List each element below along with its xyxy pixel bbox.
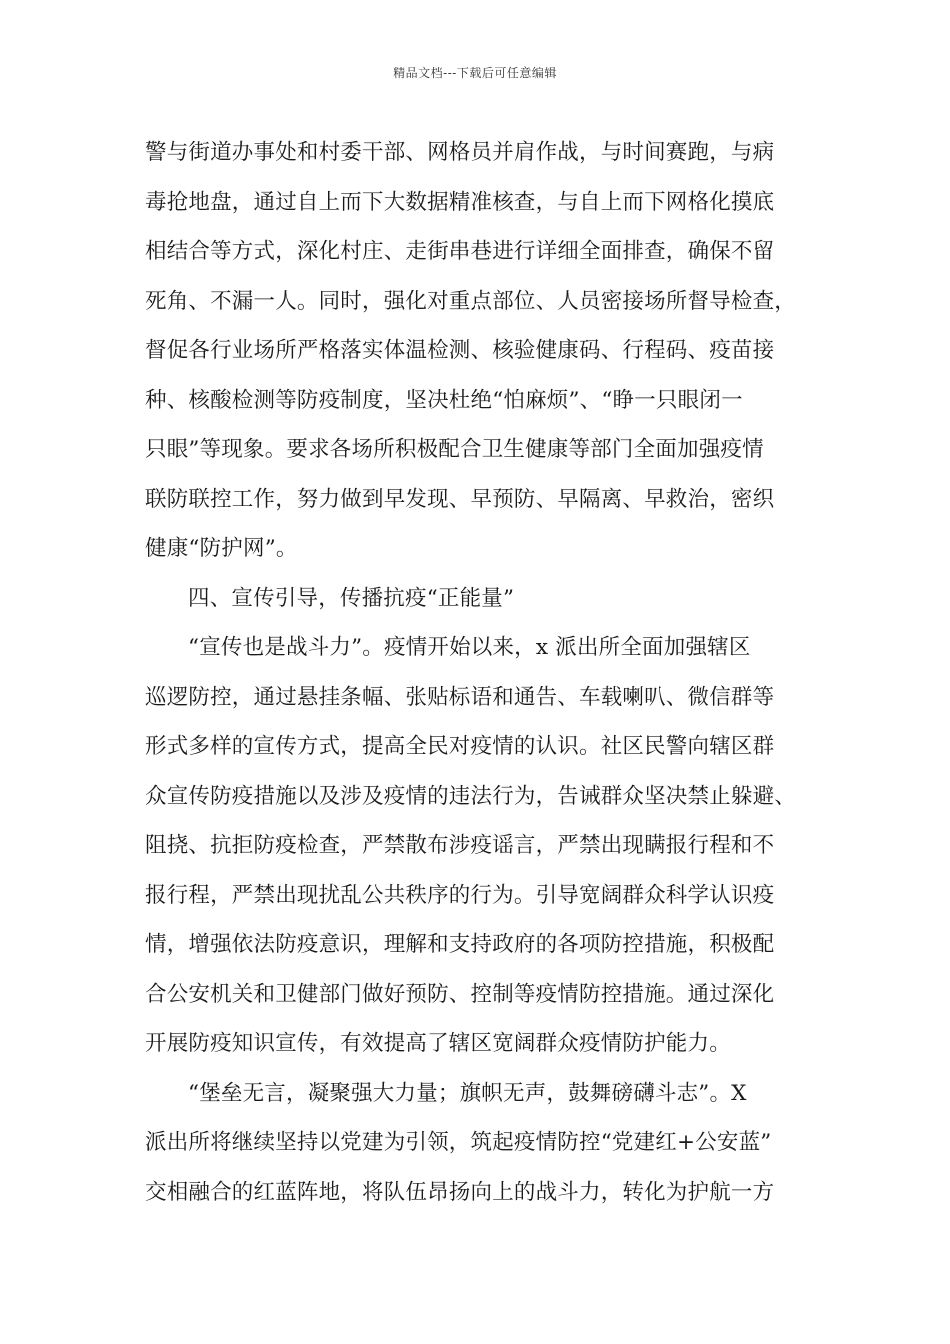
text-line: 形式多样的宣传方式，提高全民对疫情的认识。社区民警向辖区群 xyxy=(145,734,775,759)
text-line: “堡垒无言，凝聚强大力量；旗帜无声，鼓舞磅礴斗志”。X xyxy=(188,1080,747,1106)
text-line: 只眼”等现象。要求各场所积极配合卫生健康等部门全面加强疫情 xyxy=(145,437,764,462)
text-line: 健康“防护网”。 xyxy=(145,536,298,561)
text-line: 巡逻防控，通过悬挂条幅、张贴标语和通告、车载喇叭、微信群等 xyxy=(145,684,775,710)
text-line: 交相融合的红蓝阵地，将队伍昂扬向上的战斗力，转化为护航一方 xyxy=(145,1179,775,1205)
text-line: 种、核酸检测等防疫制度，坚决杜绝“怕麻烦”、“睁一只眼闭一 xyxy=(145,387,743,413)
text-line: 毒抢地盘，通过自上而下大数据精准核查，与自上而下网格化摸底 xyxy=(145,189,775,215)
text-line: 众宣传防疫措施以及涉及疫情的违法行为，告诫群众坚决禁止躲避、 xyxy=(145,783,797,809)
text-line: 阻挠、抗拒防疫检查，严禁散布涉疫谣言，严禁出现瞒报行程和不 xyxy=(145,833,775,858)
text-line: 派出所将继续坚持以党建为引领，筑起疫情防控“党建红+公安蓝” xyxy=(145,1130,772,1155)
text-line: 相结合等方式，深化村庄、走街串巷进行详细全面排查，确保不留 xyxy=(145,239,775,264)
text-line: 警与街道办事处和村委干部、网格员并肩作战，与时间赛跑，与病 xyxy=(145,140,775,165)
text-line: “宣传也是战斗力”。疫情开始以来，x 派出所全面加强辖区 xyxy=(188,635,751,660)
text-line: 情，增强依法防疫意识，理解和支持政府的各项防控措施，积极配 xyxy=(145,932,775,957)
text-line: 四、宣传引导，传播抗疫“正能量” xyxy=(188,585,515,611)
document-body xyxy=(145,128,825,1217)
text-line: 开展防疫知识宣传，有效提高了辖区宽阔群众疫情防护能力。 xyxy=(145,1031,731,1056)
text-line: 督促各行业场所严格落实体温检测、核验健康码、行程码、疫苗接 xyxy=(145,338,775,363)
page-header: 精品文档---下载后可任意编辑 xyxy=(393,66,557,80)
text-line: 报行程，严禁出现扰乱公共秩序的行为。引导宽阔群众科学认识疫 xyxy=(145,882,775,908)
text-line: 联防联控工作，努力做到早发现、早预防、早隔离、早救治，密织 xyxy=(145,486,775,512)
text-line: 合公安机关和卫健部门做好预防、控制等疫情防控措施。通过深化 xyxy=(145,981,775,1007)
text-line: 死角、不漏一人。同时，强化对重点部位、人员密接场所督导检查， xyxy=(145,288,797,314)
